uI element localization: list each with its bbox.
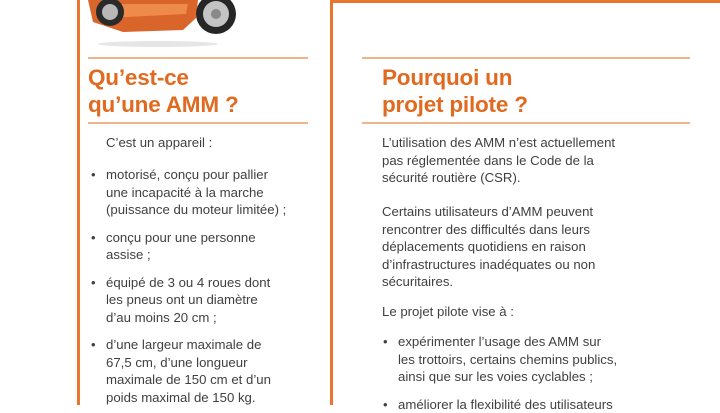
left-heading-line1: Qu’est-ce [88, 64, 239, 91]
right-column [362, 0, 702, 405]
bullet-dot-icon: • [91, 229, 96, 247]
list-item: • d’une largeur maximale de 67,5 cm, d’une longueur maximale de 150 cm et d’un poids maximal de 150 kg. [106, 336, 286, 406]
bullet-dot-icon: • [91, 336, 96, 354]
left-heading-bottom-rule [88, 122, 308, 124]
left-heading [88, 64, 239, 118]
bullet-dot-icon: • [383, 396, 388, 413]
right-paragraph-3: Le projet pilote vise à : [382, 303, 514, 321]
bullet-dot-icon: • [91, 274, 96, 292]
left-column [88, 0, 333, 405]
left-intro: C’est un appareil : [106, 134, 212, 152]
list-item: • motorisé, conçu pour pallier une incapacité à la marche (puissance du moteur limitée) ; [106, 166, 286, 219]
left-heading-line2: qu’une AMM ? [88, 91, 239, 118]
right-heading-line1: Pourquoi un [382, 64, 528, 91]
left-bullet-list [106, 166, 286, 406]
bullet-dot-icon: • [383, 333, 388, 351]
right-heading-top-rule [362, 57, 690, 59]
right-paragraph-1: L’utilisation des AMM n’est actuellement pas réglementée dans le Code de la sécurité routière (CSR). [382, 134, 615, 187]
right-heading-line2: projet pilote ? [382, 91, 528, 118]
right-bullet-list [398, 333, 617, 413]
list-item: • expérimenter l’usage des AMM sur les trottoirs, certains chemins publics, ainsi que sur les voies cyclables ; [398, 333, 617, 386]
bullet-dot-icon: • [91, 166, 96, 184]
list-item: • équipé de 3 ou 4 roues dont les pneus ont un diamètre d’au moins 20 cm ; [106, 274, 286, 327]
right-heading [382, 64, 528, 118]
list-item: • conçu pour une personne assise ; [106, 229, 286, 264]
left-border-line [77, 0, 80, 405]
right-heading-bottom-rule [362, 122, 690, 124]
list-item: • améliorer la flexibilité des utilisateurs [398, 396, 617, 413]
left-heading-top-rule [88, 57, 308, 59]
right-paragraph-2: Certains utilisateurs d’AMM peuvent rencontrer des difficultés dans leurs déplacements quotidiens en raison d’infrastructures inadéquates ou non sécuritaires. [382, 203, 595, 291]
